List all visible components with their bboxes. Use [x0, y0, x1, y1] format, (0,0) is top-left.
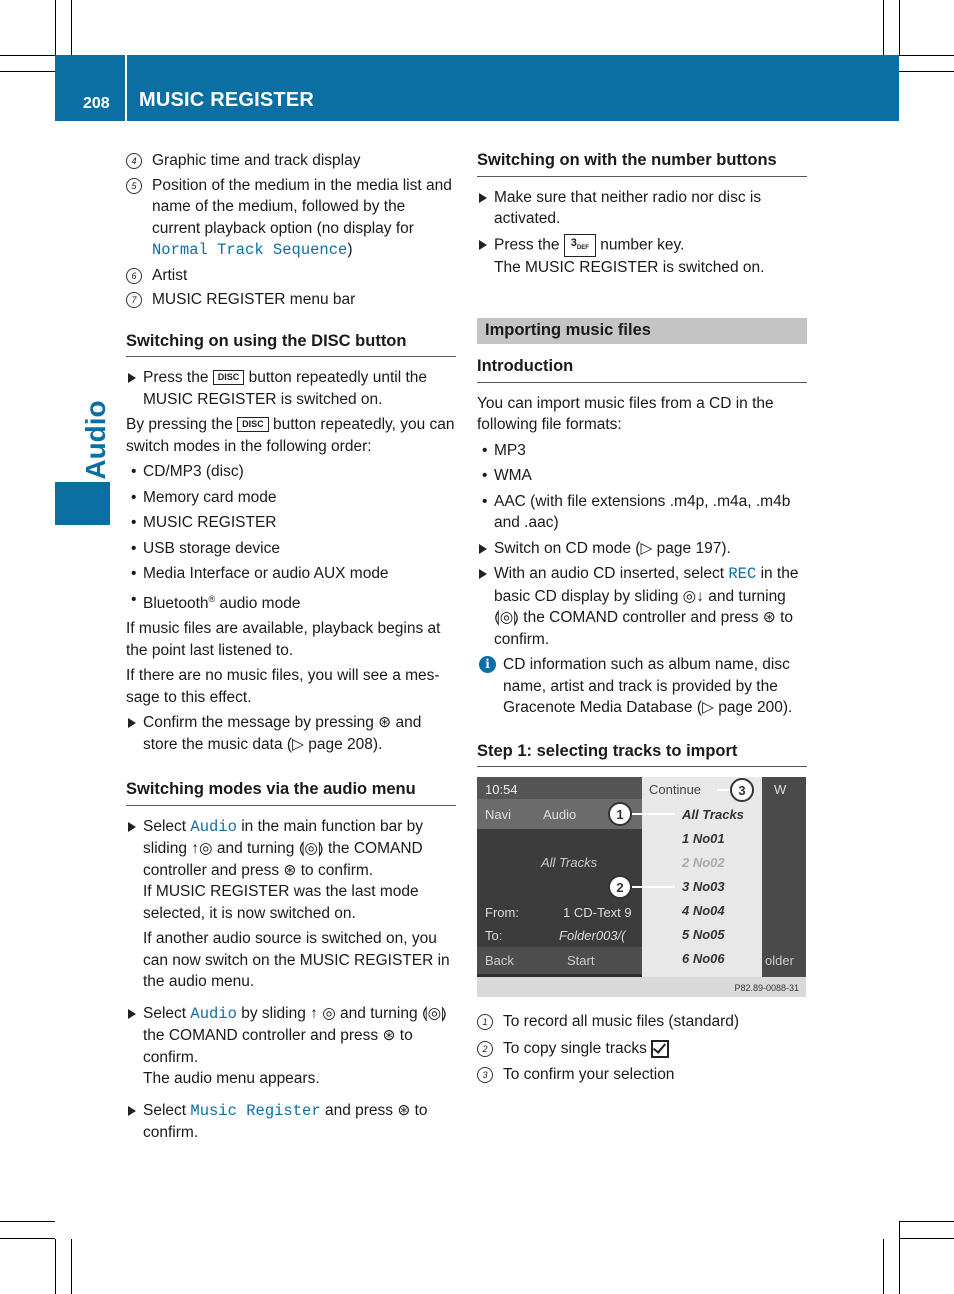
code-text: REC — [728, 565, 757, 584]
section-heading: Switching on with the number buttons — [477, 150, 807, 177]
crop-mark — [899, 1238, 954, 1239]
step — [126, 1100, 456, 1144]
image-reference: P82.89-0088-31 — [734, 983, 799, 994]
paragraph: If there are no music files, you will see a mes-sage to this effect. — [126, 667, 440, 706]
crop-mark — [0, 55, 55, 56]
item-text: MUSIC REGISTER menu bar — [152, 291, 356, 308]
screen-illustration — [477, 777, 806, 997]
crop-mark — [899, 71, 954, 72]
bullet-item: • Memory card mode — [126, 487, 456, 509]
bullet-text: Bluetooth — [143, 594, 209, 612]
step-text: and press ⊛ to confirm. — [143, 1101, 428, 1142]
disc-key-icon: DISC — [237, 417, 269, 432]
list-item — [126, 265, 456, 287]
section-heading: Step 1: selecting tracks to import — [477, 741, 807, 768]
item-number: 5 — [126, 178, 142, 194]
page-title: MUSIC REGISTER — [139, 89, 315, 111]
screen-nav: Navi — [485, 807, 512, 823]
legend-item — [477, 1038, 807, 1060]
bullet-item: • MUSIC REGISTER — [126, 512, 456, 534]
item-text: Artist — [152, 266, 188, 284]
screen-time: 10:54 — [485, 782, 518, 798]
callout-1: 1 — [616, 807, 624, 823]
code-text: Music Register — [190, 1101, 321, 1120]
screen-folder: older — [765, 953, 794, 969]
item-text: ) — [347, 241, 353, 258]
item-text: Position of the medium in the media list and name of the medium, followed by the current playback option (no display for — [152, 176, 452, 237]
step — [126, 367, 456, 410]
item-number: 6 — [126, 268, 142, 284]
crop-mark — [883, 1239, 884, 1294]
callout-2: 2 — [616, 880, 624, 896]
screen-list-item: All Tracks — [682, 807, 744, 823]
screen-to-value: Folder003/( — [559, 928, 626, 944]
crop-mark — [55, 0, 56, 55]
step — [126, 1003, 456, 1090]
step-text: Select — [143, 1101, 187, 1119]
step-result: The MUSIC REGISTER is switched on. — [494, 258, 765, 276]
crop-mark — [55, 1239, 56, 1294]
step: Switch on CD mode (▷ page 197). — [477, 538, 807, 560]
step-text: button repeatedly until the MUSIC REGISTER is switched on. — [143, 369, 428, 408]
screen-list-item: 2 No02 — [682, 855, 725, 871]
crop-mark — [0, 71, 55, 72]
disc-key-icon: DISC — [213, 370, 245, 385]
screen-list-item: 4 No04 — [682, 903, 725, 919]
step-result: If another audio source is switched on, you can now switch on the MUSIC REGISTER in the audio menu. — [143, 930, 450, 991]
item-number: 7 — [126, 292, 142, 308]
crop-mark — [899, 1221, 900, 1294]
legend-item — [477, 1011, 807, 1033]
crop-mark — [0, 1221, 55, 1222]
paragraph — [126, 414, 456, 457]
screen-from-value: 1 CD-Text 9 — [563, 905, 632, 921]
section-heading: Switching modes via the audio menu — [126, 779, 456, 806]
registered-mark: ® — [208, 593, 216, 604]
list-item — [126, 289, 456, 311]
key-letters: DEF — [576, 244, 589, 251]
screen-audio: Audio — [543, 807, 577, 823]
bullet-text: audio mode — [215, 594, 301, 612]
step — [477, 563, 807, 650]
info-text: CD information such as album name, disc name, artist and track is provided by the Gracenote Media Database (▷ page 200). — [503, 656, 793, 717]
section-bar: Importing music files — [477, 318, 807, 344]
code-text: Audio — [190, 817, 237, 836]
para-text: By pressing the — [126, 416, 233, 433]
legend-text: To record all music files (standard) — [503, 1013, 740, 1031]
legend-text: To copy single tracks — [503, 1039, 647, 1057]
list-item — [126, 150, 456, 172]
code-text: Audio — [190, 1004, 237, 1023]
side-tab-label: Audio — [80, 400, 111, 480]
page-header — [55, 55, 899, 121]
list-item — [126, 175, 456, 262]
step-text: Select — [143, 1004, 187, 1022]
item-text: Graphic time and track display — [152, 152, 361, 169]
step-result: The audio menu appears. — [143, 1070, 320, 1088]
section-heading: Introduction — [477, 356, 807, 383]
crop-mark — [883, 0, 884, 55]
left-column — [126, 150, 456, 1148]
step-text: by sliding ↑ ◎ and turning ⟬◎⟭ the COMAND controller and press ⊛ to confirm. — [143, 1004, 447, 1066]
header-divider — [125, 55, 127, 121]
bullet-item: • WMA — [477, 465, 807, 487]
item-number: 2 — [477, 1041, 493, 1057]
screen-start: Start — [567, 953, 595, 969]
step-text: Press the — [494, 236, 560, 254]
paragraph: You can import music files from a CD in the following file formats: — [477, 394, 774, 434]
legend — [477, 1011, 807, 1086]
screen-list-item: 5 No05 — [682, 927, 725, 943]
screen-list-item: 6 No06 — [682, 951, 725, 967]
crop-mark — [899, 0, 900, 55]
bullet-item: • AAC (with file extensions .m4p, .m4a, .m4b and .aac) — [477, 491, 807, 534]
screen-top-right: W — [774, 782, 787, 798]
bullet-item — [126, 589, 456, 615]
key-number: 3 — [570, 236, 577, 249]
screen-list-item: 1 No01 — [682, 831, 725, 847]
para-text: button repeatedly, you can switch modes in the following order: — [126, 416, 455, 455]
item-number: 3 — [477, 1067, 493, 1083]
item-number: 1 — [477, 1014, 493, 1030]
callout-3: 3 — [738, 783, 746, 799]
right-column — [477, 150, 807, 1091]
screen-continue: Continue — [649, 782, 702, 798]
step-text: in the main function bar by sliding ↑◎ and turning ⟬◎⟭ the COMAND controller and press ⊛ to confirm. — [143, 817, 424, 879]
screen-from: From: — [485, 905, 519, 921]
step: Confirm the message by pressing ⊛ and store the music data (▷ page 208). — [126, 712, 456, 755]
step — [126, 816, 456, 993]
screen-list-item: 3 No03 — [682, 879, 725, 895]
info-icon: i — [479, 656, 496, 673]
item-number: 4 — [126, 153, 142, 169]
step-text: With an audio CD inserted, select — [494, 565, 725, 583]
page-number: 208 — [83, 95, 110, 112]
bullet-item: • Media Interface or audio AUX mode — [126, 563, 456, 585]
step — [477, 234, 807, 279]
crop-mark — [899, 55, 954, 56]
step-text: Press the — [143, 369, 209, 386]
step-result: If MUSIC REGISTER was the last mode selected, it is now switched on. — [143, 883, 419, 922]
bullet-item: • MP3 — [477, 440, 807, 462]
legend-item — [477, 1064, 807, 1086]
checkbox-icon — [651, 1040, 669, 1058]
screen-all-tracks: All Tracks — [541, 855, 598, 871]
step-text: Select — [143, 817, 187, 835]
info-note — [477, 654, 807, 719]
legend-text: To confirm your selection — [503, 1066, 675, 1084]
code-text: Normal Track Sequence — [152, 241, 348, 259]
step: Make sure that neither radio nor disc is activated. — [477, 187, 807, 230]
crop-mark — [71, 1239, 72, 1294]
bullet-item: • CD/MP3 (disc) — [126, 461, 456, 483]
crop-mark — [899, 1221, 954, 1222]
step-text: number key. — [600, 236, 685, 254]
number-key-icon — [564, 234, 596, 257]
screen-image — [477, 777, 806, 997]
section-heading: Switching on using the DISC button — [126, 331, 456, 358]
step-text: in the basic CD display by sliding ◎↓ and turning ⟬◎⟭ the COMAND controller and press ⊛ to confirm. — [494, 565, 799, 648]
screen-back: Back — [485, 953, 514, 969]
screen-to: To: — [485, 928, 503, 944]
bullet-item: • USB storage device — [126, 538, 456, 560]
crop-mark — [71, 0, 72, 55]
side-tab — [55, 482, 110, 525]
crop-mark — [0, 1238, 55, 1239]
paragraph: If music files are available, playback begins at the point last listened to. — [126, 620, 441, 659]
